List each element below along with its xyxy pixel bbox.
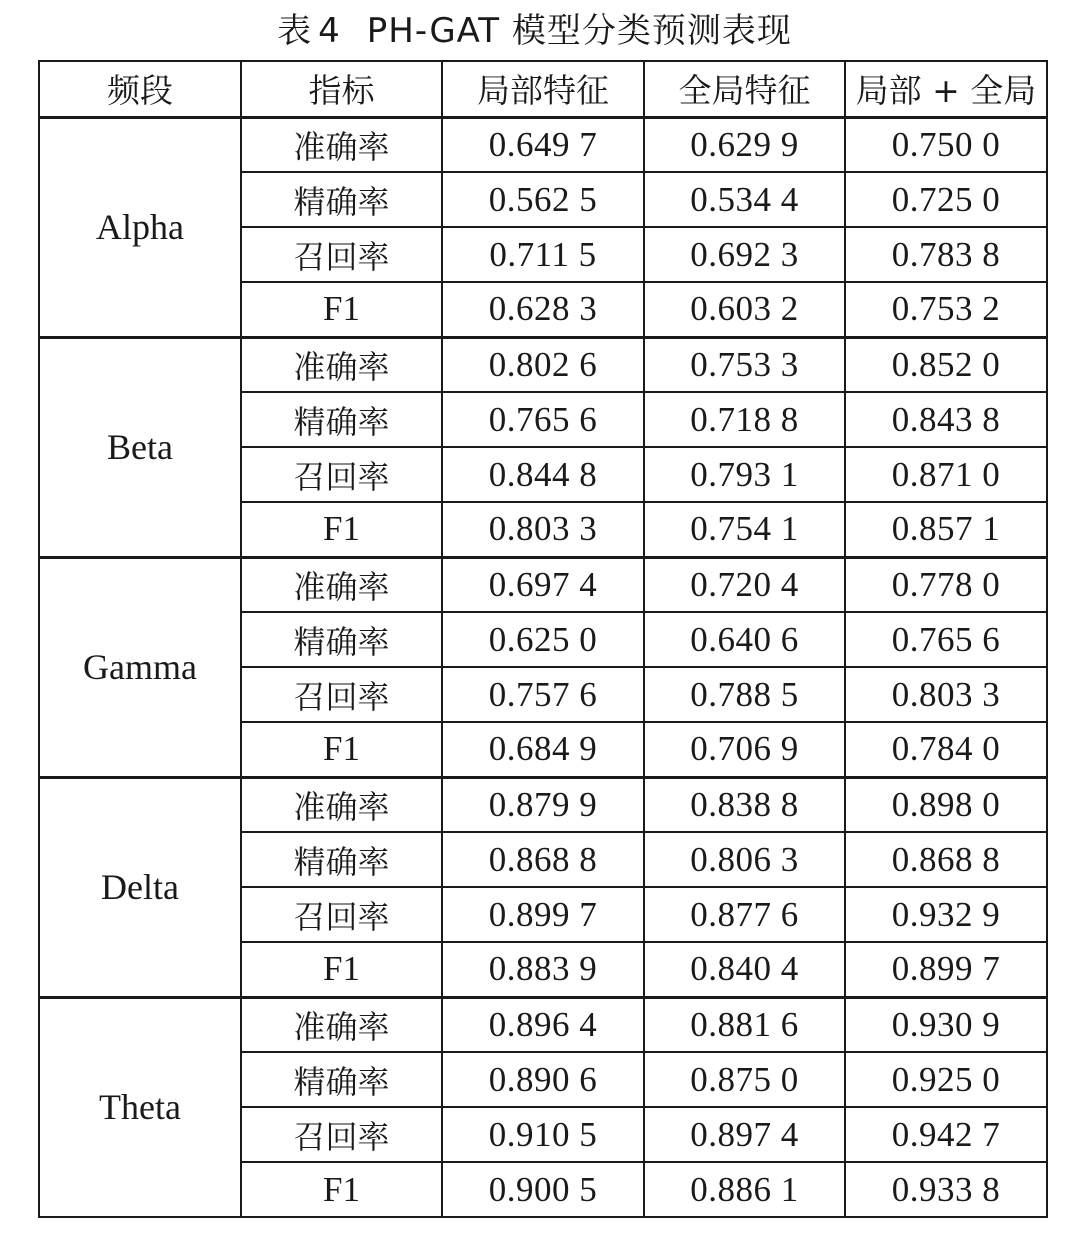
local-value-cell: 0.890 6	[442, 1052, 644, 1107]
metric-cell: 精确率	[241, 612, 442, 667]
table-body	[39, 117, 1047, 1217]
local-value-cell: 0.649 7	[442, 117, 644, 172]
local-value-cell: 0.910 5	[442, 1107, 644, 1162]
local-value-cell: 0.625 0	[442, 612, 644, 667]
metric-cell: 准确率	[241, 557, 442, 612]
metric-cell: 准确率	[241, 997, 442, 1052]
combined-value-cell: 0.942 7	[845, 1107, 1047, 1162]
global-value-cell: 0.886 1	[644, 1162, 845, 1217]
local-value-cell: 0.765 6	[442, 392, 644, 447]
band-cell: Delta	[39, 777, 241, 997]
combined-value-cell: 0.783 8	[845, 227, 1047, 282]
global-value-cell: 0.629 9	[644, 117, 845, 172]
local-value-cell: 0.802 6	[442, 337, 644, 392]
combined-value-cell: 0.871 0	[845, 447, 1047, 502]
local-value-cell: 0.844 8	[442, 447, 644, 502]
local-value-cell: 0.883 9	[442, 942, 644, 997]
metric-cell: 精确率	[241, 172, 442, 227]
combined-value-cell: 0.925 0	[845, 1052, 1047, 1107]
global-value-cell: 0.838 8	[644, 777, 845, 832]
caption-number: 4	[318, 11, 341, 51]
combined-value-cell: 0.750 0	[845, 117, 1047, 172]
local-value-cell: 0.896 4	[442, 997, 644, 1052]
metric-cell: F1	[241, 502, 442, 557]
local-value-cell: 0.868 8	[442, 832, 644, 887]
metric-cell: 召回率	[241, 1107, 442, 1162]
global-value-cell: 0.753 3	[644, 337, 845, 392]
header-band: 频段	[39, 61, 241, 117]
global-value-cell: 0.806 3	[644, 832, 845, 887]
combined-value-cell: 0.753 2	[845, 282, 1047, 337]
metric-cell: 准确率	[241, 117, 442, 172]
global-value-cell: 0.788 5	[644, 667, 845, 722]
combined-value-cell: 0.898 0	[845, 777, 1047, 832]
table-header	[39, 61, 1047, 117]
global-value-cell: 0.897 4	[644, 1107, 845, 1162]
local-value-cell: 0.684 9	[442, 722, 644, 777]
band-cell: Beta	[39, 337, 241, 557]
local-value-cell: 0.711 5	[442, 227, 644, 282]
caption-title: PH-GAT 模型分类预测表现	[366, 11, 792, 51]
combined-value-cell: 0.899 7	[845, 942, 1047, 997]
band-cell: Alpha	[39, 117, 241, 337]
metric-cell: 召回率	[241, 887, 442, 942]
metric-cell: 召回率	[241, 227, 442, 282]
metric-cell: F1	[241, 722, 442, 777]
local-value-cell: 0.628 3	[442, 282, 644, 337]
table-row	[39, 997, 1047, 1052]
global-value-cell: 0.718 8	[644, 392, 845, 447]
metric-cell: 召回率	[241, 667, 442, 722]
header-row	[39, 61, 1047, 117]
local-value-cell: 0.879 9	[442, 777, 644, 832]
table-caption	[0, 6, 1069, 56]
combined-value-cell: 0.857 1	[845, 502, 1047, 557]
combined-value-cell: 0.852 0	[845, 337, 1047, 392]
global-value-cell: 0.754 1	[644, 502, 845, 557]
table-row	[39, 777, 1047, 832]
global-value-cell: 0.640 6	[644, 612, 845, 667]
header-local: 局部特征	[442, 61, 644, 117]
metric-cell: F1	[241, 282, 442, 337]
combined-value-cell: 0.778 0	[845, 557, 1047, 612]
local-value-cell: 0.697 4	[442, 557, 644, 612]
band-cell: Theta	[39, 997, 241, 1217]
global-value-cell: 0.603 2	[644, 282, 845, 337]
global-value-cell: 0.793 1	[644, 447, 845, 502]
combined-value-cell: 0.725 0	[845, 172, 1047, 227]
metric-cell: 精确率	[241, 1052, 442, 1107]
global-value-cell: 0.881 6	[644, 997, 845, 1052]
global-value-cell: 0.720 4	[644, 557, 845, 612]
combined-value-cell: 0.868 8	[845, 832, 1047, 887]
metric-cell: F1	[241, 942, 442, 997]
metric-cell: 准确率	[241, 337, 442, 392]
combined-value-cell: 0.843 8	[845, 392, 1047, 447]
metric-cell: F1	[241, 1162, 442, 1217]
local-value-cell: 0.562 5	[442, 172, 644, 227]
local-value-cell: 0.803 3	[442, 502, 644, 557]
global-value-cell: 0.534 4	[644, 172, 845, 227]
combined-value-cell: 0.784 0	[845, 722, 1047, 777]
results-table	[38, 60, 1048, 1218]
combined-value-cell: 0.930 9	[845, 997, 1047, 1052]
metric-cell: 精确率	[241, 392, 442, 447]
header-global: 全局特征	[644, 61, 845, 117]
header-metric: 指标	[241, 61, 442, 117]
local-value-cell: 0.757 6	[442, 667, 644, 722]
metric-cell: 准确率	[241, 777, 442, 832]
global-value-cell: 0.706 9	[644, 722, 845, 777]
local-value-cell: 0.899 7	[442, 887, 644, 942]
metric-cell: 召回率	[241, 447, 442, 502]
global-value-cell: 0.840 4	[644, 942, 845, 997]
caption-label: 表	[277, 11, 313, 51]
local-value-cell: 0.900 5	[442, 1162, 644, 1217]
table-row	[39, 337, 1047, 392]
table-row	[39, 557, 1047, 612]
metric-cell: 精确率	[241, 832, 442, 887]
combined-value-cell: 0.932 9	[845, 887, 1047, 942]
table-row	[39, 117, 1047, 172]
combined-value-cell: 0.933 8	[845, 1162, 1047, 1217]
global-value-cell: 0.875 0	[644, 1052, 845, 1107]
combined-value-cell: 0.765 6	[845, 612, 1047, 667]
combined-value-cell: 0.803 3	[845, 667, 1047, 722]
header-combined: 局部 + 全局	[845, 61, 1047, 117]
band-cell: Gamma	[39, 557, 241, 777]
global-value-cell: 0.692 3	[644, 227, 845, 282]
global-value-cell: 0.877 6	[644, 887, 845, 942]
